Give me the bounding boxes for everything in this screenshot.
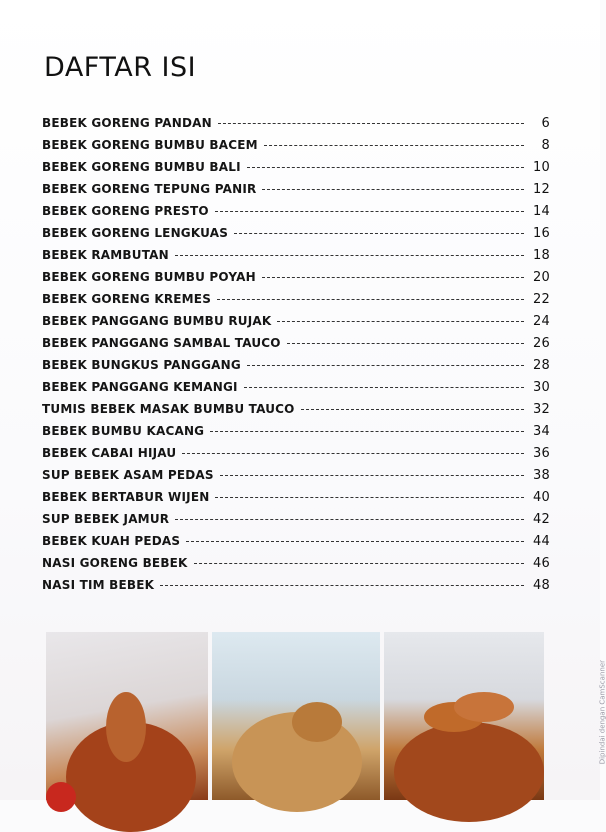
toc-dot-leader [175,254,524,256]
scanner-watermark: Dipindai dengan CamScanner [598,660,606,765]
toc-entry-title: BEBEK KUAH PEDAS [42,534,181,548]
toc-entry[interactable] [42,336,550,358]
toc-entry-page: 42 [533,512,550,527]
toc-entry-title: BEBEK GORENG KREMES [42,292,212,306]
toc-entry-page: 32 [533,402,550,417]
toc-entry-title: BEBEK GORENG BUMBU POYAH [42,270,256,284]
toc-entry-page: 20 [533,270,550,285]
toc-entry-title: BEBEK PANGGANG KEMANGI [42,380,238,394]
toc-entry-page: 8 [541,138,550,153]
toc-entry-page: 10 [533,160,550,175]
toc-entry-title: BEBEK GORENG BUMBU BACEM [42,138,258,152]
toc-entry-page: 6 [541,116,550,131]
toc-entry[interactable] [42,116,550,138]
toc-entry-title: SUP BEBEK JAMUR [42,512,170,526]
toc-entry-page: 24 [533,314,550,329]
toc-entry-page: 16 [533,226,550,241]
toc-entry[interactable] [42,248,550,270]
toc-entry[interactable] [42,138,550,160]
toc-entry-title: BEBEK BUNGKUS PANGGANG [42,358,241,372]
toc-dot-leader [247,166,524,168]
toc-dot-leader [217,298,524,300]
toc-entry[interactable] [42,512,550,534]
toc-dot-leader [182,452,524,454]
table-of-contents [42,116,550,600]
toc-entry-title: SUP BEBEK ASAM PEDAS [42,468,214,482]
toc-entry-title: BEBEK PANGGANG BUMBU RUJAK [42,314,272,328]
toc-entry-title: BEBEK GORENG BUMBU BALI [42,160,241,174]
toc-entry[interactable] [42,446,550,468]
toc-entry-title: BEBEK GORENG LENGKUAS [42,226,229,240]
toc-entry[interactable] [42,270,550,292]
toc-entry-title: BEBEK GORENG PANDAN [42,116,212,130]
toc-entry-title: TUMIS BEBEK MASAK BUMBU TAUCO [42,402,295,416]
toc-entry-page: 44 [533,534,550,549]
toc-entry[interactable] [42,424,550,446]
toc-dot-leader [262,276,524,278]
toc-entry-page: 46 [533,556,550,571]
toc-entry-page: 38 [533,468,550,483]
toc-entry-title: BEBEK BUMBU KACANG [42,424,205,438]
toc-entry-title: BEBEK PANGGANG SAMBAL TAUCO [42,336,281,350]
toc-entry-page: 28 [533,358,550,373]
toc-dot-leader [287,342,524,344]
toc-entry[interactable] [42,534,550,556]
toc-entry[interactable] [42,182,550,204]
toc-dot-leader [247,364,524,366]
toc-entry-page: 34 [533,424,550,439]
toc-dot-leader [244,386,524,388]
toc-entry-page: 12 [533,182,550,197]
toc-entry[interactable] [42,292,550,314]
toc-dot-leader [175,518,524,520]
toc-dot-leader [301,408,524,410]
toc-entry-title: BEBEK BERTABUR WIJEN [42,490,210,504]
toc-entry[interactable] [42,358,550,380]
toc-entry[interactable] [42,314,550,336]
toc-entry[interactable] [42,468,550,490]
toc-entry-page: 14 [533,204,550,219]
toc-entry[interactable] [42,160,550,182]
toc-entry-page: 48 [533,578,550,593]
toc-dot-leader [220,474,524,476]
toc-dot-leader [277,320,524,322]
toc-entry[interactable] [42,204,550,226]
toc-entry-title: BEBEK RAMBUTAN [42,248,169,262]
toc-entry-page: 18 [533,248,550,263]
toc-entry-title: BEBEK GORENG TEPUNG PANIR [42,182,257,196]
toc-entry-title: BEBEK GORENG PRESTO [42,204,209,218]
toc-dot-leader [264,144,524,146]
toc-dot-leader [215,210,524,212]
fried-duck-photo [46,632,208,800]
toc-entry-title: BEBEK CABAI HIJAU [42,446,177,460]
page-title: DAFTAR ISI [44,52,197,84]
toc-dot-leader [194,562,524,564]
toc-entry-page: 22 [533,292,550,307]
crispy-duck-photo [384,632,544,800]
toc-dot-leader [186,540,524,542]
toc-dot-leader [215,496,524,498]
toc-entry[interactable] [42,402,550,424]
toc-dot-leader [210,430,524,432]
toc-entry-page: 30 [533,380,550,395]
toc-dot-leader [234,232,524,234]
toc-entry[interactable] [42,578,550,600]
toc-dot-leader [160,584,524,586]
toc-entry-title: NASI GORENG BEBEK [42,556,188,570]
toc-entry[interactable] [42,380,550,402]
toc-entry[interactable] [42,490,550,512]
toc-entry-page: 40 [533,490,550,505]
toc-entry-title: NASI TIM BEBEK [42,578,155,592]
toc-entry[interactable] [42,556,550,578]
toc-dot-leader [262,188,524,190]
duck-rambutan-photo [212,632,380,800]
toc-dot-leader [218,122,524,124]
toc-entry-page: 36 [533,446,550,461]
toc-entry[interactable] [42,226,550,248]
toc-entry-page: 26 [533,336,550,351]
